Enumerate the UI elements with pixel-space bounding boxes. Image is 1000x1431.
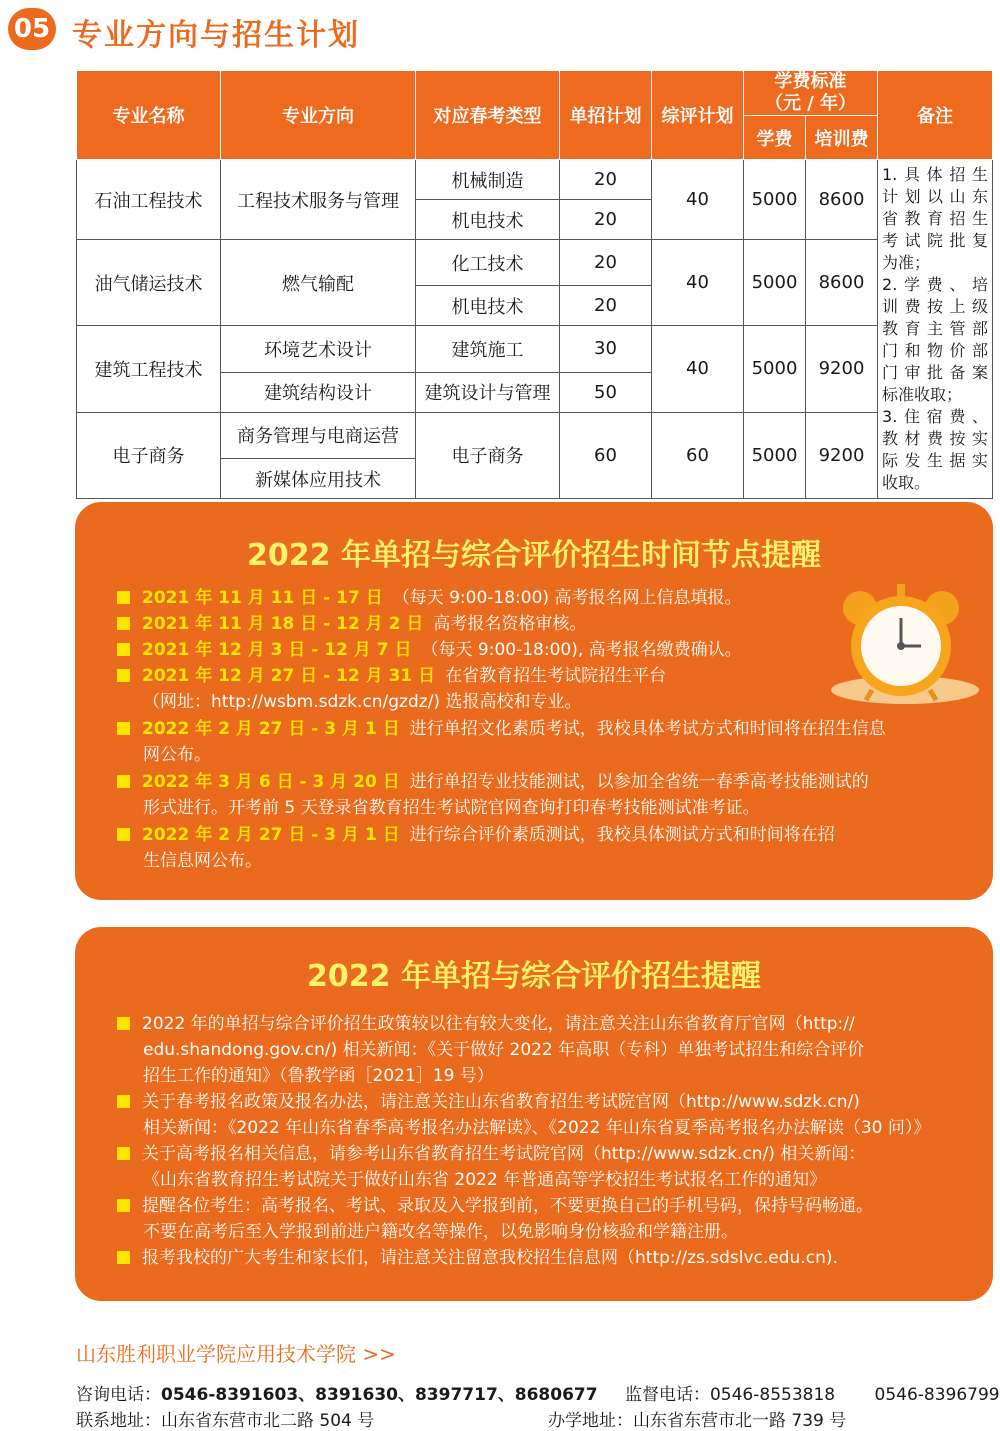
reminder-line: 关于高考报名相关信息，请参考山东省教育招生考试院官网（http://www.sdzk.cn/) 相关新闻： xyxy=(142,1144,866,1164)
cell-type: 化工技术 xyxy=(416,240,560,286)
reminder-item xyxy=(117,1141,865,1193)
cell-direction: 工程技术服务与管理 xyxy=(221,160,416,240)
cell-major: 石油工程技术 xyxy=(77,160,221,240)
cell-training: 8600 xyxy=(806,240,878,326)
consult-numbers: 0546-8391603、8391630、8397717、8680677 xyxy=(161,1385,598,1405)
remark-line: 标准收取； xyxy=(882,385,963,404)
header-single-plan: 单招计划 xyxy=(560,71,652,160)
timeline-text: （每天 9:00-18:00), 高考报名缴费确认。 xyxy=(421,640,742,660)
remark-line: 1.具体招生 xyxy=(882,165,989,184)
timeline-date: 2022 年 3 月 6 日 - 3 月 20 日 xyxy=(142,772,400,792)
timeline-date: 2022 年 2 月 27 日 - 3 月 1 日 xyxy=(142,719,400,739)
timeline-panel xyxy=(75,502,993,900)
school-name: 山东胜利职业学院应用技术学院 >> xyxy=(76,1342,396,1366)
cell-direction: 建筑结构设计 xyxy=(221,372,416,412)
timeline-text: 在省教育招生考试院招生平台 xyxy=(445,666,667,686)
cell-tuition: 5000 xyxy=(744,412,806,498)
reminder-line: edu.shandong.gov.cn/) 相关新闻：《关于做好 2022 年高职（专科）单独考试招生和综合评价 xyxy=(143,1040,865,1060)
cell-comp: 40 xyxy=(652,160,744,240)
reminder-item xyxy=(117,1011,864,1089)
reminder-line: 相关新闻：《2022 年山东省春季高考报名办法解读》、《2022 年山东省夏季高考报名办法解读（30 问）》 xyxy=(143,1118,931,1138)
timeline-text: 进行单招专业技能测试，以参加全省统一春季高考技能测试的 xyxy=(409,772,869,792)
cell-comp: 40 xyxy=(652,326,744,412)
timeline-text-cont: （网址：http://wsbm.sdzk.cn/gzdz/) 选报高校和专业。 xyxy=(143,692,582,712)
timeline-item xyxy=(117,769,869,821)
remark-line: 省教育招生 xyxy=(882,209,989,228)
cell-direction: 环境艺术设计 xyxy=(221,326,416,372)
bullet-square-icon xyxy=(117,669,130,682)
timeline-title: 2022 年单招与综合评价招生时间节点提醒 xyxy=(247,538,821,573)
reminder-panel xyxy=(75,927,993,1301)
timeline-text: （每天 9:00-18:00) 高考报名网上信息填报。 xyxy=(392,588,742,608)
bullet-square-icon xyxy=(117,1199,130,1212)
bullet-square-icon xyxy=(117,1147,130,1160)
enrollment-plan-table xyxy=(76,70,993,499)
timeline-text: 进行单招文化素质考试，我校具体考试方式和时间将在招生信息 xyxy=(409,719,886,739)
cell-single: 60 xyxy=(560,412,652,498)
reminder-item xyxy=(117,1089,930,1141)
header-remark: 备注 xyxy=(878,71,993,160)
timeline-date: 2022 年 2 月 27 日 - 3 月 1 日 xyxy=(142,825,400,845)
bullet-square-icon xyxy=(117,643,130,656)
supervise-label: 监督电话： xyxy=(624,1385,710,1405)
cell-single: 20 xyxy=(560,286,652,326)
cell-single: 20 xyxy=(560,200,652,240)
cell-type: 建筑设计与管理 xyxy=(416,372,560,412)
header-training: 培训费 xyxy=(806,116,878,160)
cell-tuition: 5000 xyxy=(744,240,806,326)
remark-line: 门和物价部 xyxy=(882,341,989,360)
remark-line: 3.住宿费、 xyxy=(882,407,989,426)
reminder-line: 报考我校的广大考生和家长们，请注意关注留意我校招生信息网（http://zs.sdslvc.edu.cn). xyxy=(142,1248,838,1268)
bullet-square-icon xyxy=(117,1095,130,1108)
bullet-square-icon xyxy=(117,591,130,604)
cell-single: 30 xyxy=(560,326,652,372)
reminder-line: 《山东省教育招生考试院关于做好山东省 2022 年普通高等学校招生考试报名工作的通知》 xyxy=(143,1170,827,1190)
timeline-item xyxy=(117,716,886,768)
reminder-line: 不要在高考后至入学报到前进户籍改名等操作，以免影响身份核验和学籍注册。 xyxy=(143,1222,738,1242)
cell-major: 电子商务 xyxy=(77,412,221,498)
timeline-text: 高考报名资格审核。 xyxy=(433,614,587,634)
header-comp-plan: 综评计划 xyxy=(652,71,744,160)
timeline-text-cont: 生信息网公布。 xyxy=(143,851,262,871)
reminder-item xyxy=(117,1193,873,1245)
header-exam-type: 对应春考类型 xyxy=(416,71,560,160)
cell-comp: 40 xyxy=(652,240,744,326)
supervise-number: 0546-8553818 xyxy=(709,1385,836,1405)
bullet-square-icon xyxy=(117,1251,130,1264)
timeline-item xyxy=(117,822,835,874)
supervise-number: 0546-8396799 xyxy=(874,1385,1000,1405)
bullet-square-icon xyxy=(117,1017,130,1030)
cell-single: 20 xyxy=(560,240,652,286)
header-fee-line2: （元 / 年） xyxy=(764,93,857,114)
cell-tuition: 5000 xyxy=(744,326,806,412)
reminder-item xyxy=(117,1245,838,1271)
reminder-line: 提醒各位考生：高考报名、考试、录取及入学报到前，不要更换自己的手机号码，保持号码畅通。 xyxy=(142,1196,873,1216)
timeline-date: 2021 年 12 月 3 日 - 12 月 7 日 xyxy=(142,640,412,660)
remark-line: 收取。 xyxy=(882,473,931,492)
header-fee-line1: 学费标准 xyxy=(774,71,847,92)
consult-label: 咨询电话： xyxy=(76,1385,161,1405)
cell-type: 机电技术 xyxy=(416,286,560,326)
cell-single: 50 xyxy=(560,372,652,412)
cell-major: 建筑工程技术 xyxy=(77,326,221,412)
cell-direction: 燃气输配 xyxy=(221,240,416,326)
reminder-line: 招生工作的通知》（鲁教学函［2021］19 号） xyxy=(143,1066,494,1086)
cell-direction: 商务管理与电商运营 xyxy=(221,412,416,458)
cell-remark xyxy=(878,160,993,499)
cell-type: 电子商务 xyxy=(416,412,560,498)
reminder-line: 关于春考报名政策及报名办法，请注意关注山东省教育招生考试院官网（http://www.sdzk.cn/) xyxy=(142,1092,860,1112)
remark-line: 2.学费、培 xyxy=(882,275,989,294)
bullet-square-icon xyxy=(117,775,130,788)
bullet-square-icon xyxy=(117,828,130,841)
cell-training: 9200 xyxy=(806,326,878,412)
timeline-text-cont: 形式进行。开考前 5 天登录省教育招生考试院官网查询打印春考技能测试准考证。 xyxy=(143,798,760,818)
cell-type: 机电技术 xyxy=(416,200,560,240)
bullet-square-icon xyxy=(117,722,130,735)
cell-tuition: 5000 xyxy=(744,160,806,240)
timeline-item xyxy=(117,663,666,715)
alarm-clock-icon xyxy=(820,578,980,718)
remark-line: 教材费按实 xyxy=(882,429,989,448)
cell-major: 油气储运技术 xyxy=(77,240,221,326)
header-tuition: 学费 xyxy=(744,116,806,160)
remark-line: 教育主管部 xyxy=(882,319,989,338)
office-address: 办学地址：山东省东营市北一路 739 号 xyxy=(548,1411,847,1431)
timeline-text: 进行综合评价素质测试，我校具体测试方式和时间将在招 xyxy=(409,825,835,845)
cell-type: 机械制造 xyxy=(416,160,560,200)
header-major: 专业名称 xyxy=(77,71,221,160)
cell-single: 20 xyxy=(560,160,652,200)
reminder-title: 2022 年单招与综合评价招生提醒 xyxy=(307,959,761,994)
section-title: 专业方向与招生计划 xyxy=(72,18,360,53)
remark-line: 为准； xyxy=(882,253,931,272)
timeline-date: 2021 年 12 月 27 日 - 12 月 31 日 xyxy=(142,666,436,686)
header-direction: 专业方向 xyxy=(221,71,416,160)
remark-line: 训费按上级 xyxy=(882,297,989,316)
timeline-item xyxy=(117,585,741,611)
cell-direction: 新媒体应用技术 xyxy=(221,459,416,499)
reminder-line: 2022 年的单招与综合评价招生政策较以往有较大变化，请注意关注山东省教育厅官网（http:// xyxy=(142,1014,855,1034)
cell-training: 8600 xyxy=(806,160,878,240)
timeline-date: 2021 年 11 月 11 日 - 17 日 xyxy=(142,588,383,608)
section-number-badge: 05 xyxy=(8,8,56,50)
cell-comp: 60 xyxy=(652,412,744,498)
cell-type: 建筑施工 xyxy=(416,326,560,372)
bullet-square-icon xyxy=(117,617,130,630)
timeline-date: 2021 年 11 月 18 日 - 12 月 2 日 xyxy=(142,614,424,634)
timeline-text-cont: 网公布。 xyxy=(143,745,211,765)
remark-line: 际发生据实 xyxy=(882,451,989,470)
header-fee-group xyxy=(744,71,878,116)
cell-training: 9200 xyxy=(806,412,878,498)
contact-address: 联系地址：山东省东营市北二路 504 号 xyxy=(76,1411,375,1431)
timeline-item xyxy=(117,611,586,637)
remark-line: 计划以山东 xyxy=(882,187,989,206)
remark-line: 门审批备案 xyxy=(882,363,989,382)
phone-line xyxy=(76,1380,1000,1405)
remark-line: 考试院批复 xyxy=(882,231,989,250)
timeline-item xyxy=(117,637,742,663)
